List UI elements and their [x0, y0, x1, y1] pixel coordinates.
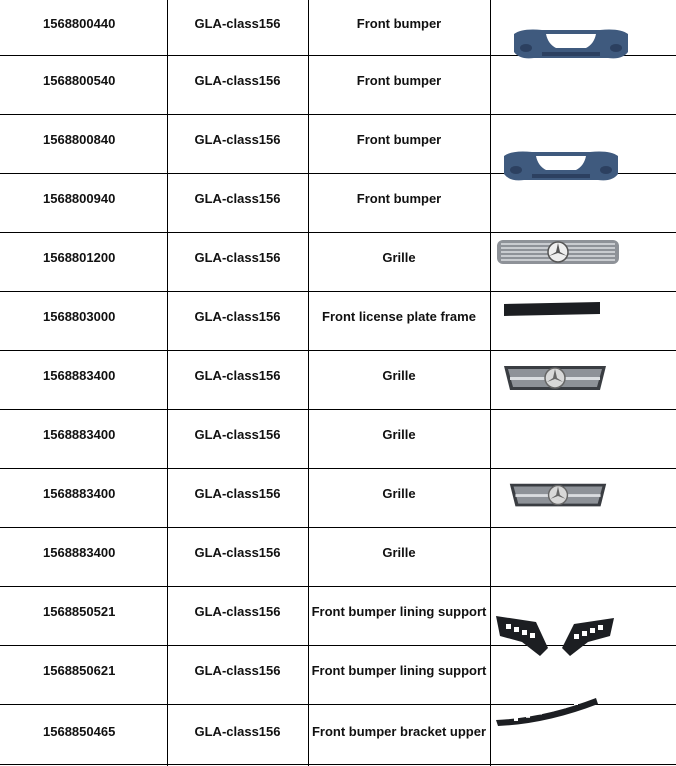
- model-cell: GLA-class156: [194, 368, 281, 383]
- part-name-cell: Grille: [382, 486, 416, 501]
- part-name-cell: Front bumper: [356, 73, 442, 88]
- part-number-cell: 1568883400: [43, 427, 116, 442]
- part-name-cell: Front bumper lining support: [311, 663, 487, 678]
- model-cell: GLA-class156: [194, 250, 281, 265]
- part-number-cell: 1568883400: [43, 368, 116, 383]
- part-number-cell: 1568800840: [43, 132, 116, 147]
- model-cell: GLA-class156: [194, 663, 281, 678]
- bumper-b-image: [502, 150, 620, 186]
- grille-star-b-image-icon: [506, 481, 610, 511]
- part-name-cell: Front bumper: [356, 191, 442, 206]
- grille-wide-image-icon: [497, 240, 619, 264]
- bumper-a-image-icon: [512, 28, 630, 64]
- part-number-cell: 1568800940: [43, 191, 116, 206]
- part-number-cell: 1568883400: [43, 486, 116, 501]
- model-cell: GLA-class156: [194, 486, 281, 501]
- part-name-cell: Front license plate frame: [322, 309, 476, 324]
- grille-star-a-image: [500, 364, 610, 394]
- part-number-cell: 1568801200: [43, 250, 116, 265]
- part-number-cell: 1568850521: [43, 604, 116, 619]
- part-name-cell: Grille: [382, 427, 416, 442]
- part-name-cell: Front bumper: [356, 132, 442, 147]
- part-number-cell: 1568800540: [43, 73, 116, 88]
- plate-frame-image: [504, 302, 600, 316]
- part-number-cell: 1568803000: [43, 309, 116, 324]
- model-cell: GLA-class156: [194, 427, 281, 442]
- model-cell: GLA-class156: [194, 73, 281, 88]
- part-number-cell: 1568850621: [43, 663, 116, 678]
- bumper-b-image-icon: [502, 150, 620, 186]
- row-divider: [0, 764, 676, 765]
- model-cell: GLA-class156: [194, 191, 281, 206]
- part-name-cell: Grille: [382, 368, 416, 383]
- bumper-a-image: [512, 28, 630, 64]
- part-number-cell: 1568850465: [43, 723, 116, 739]
- model-cell: GLA-class156: [194, 16, 281, 31]
- part-name-cell: Front bumper lining support: [311, 604, 487, 619]
- part-name-cell: Front bumper bracket upper: [311, 723, 487, 739]
- part-number-cell: 1568883400: [43, 545, 116, 560]
- lining-supports-image-icon: [492, 612, 618, 662]
- bracket-upper-image: [494, 696, 598, 726]
- part-name-cell: Grille: [382, 545, 416, 560]
- model-cell: GLA-class156: [194, 545, 281, 560]
- model-cell: GLA-class156: [194, 723, 281, 739]
- model-cell: GLA-class156: [194, 604, 281, 619]
- grille-star-b-image: [506, 481, 610, 511]
- model-cell: GLA-class156: [194, 309, 281, 324]
- plate-frame-image-icon: [504, 302, 600, 316]
- grille-star-a-image-icon: [500, 364, 610, 394]
- part-name-cell: Front bumper: [356, 16, 442, 31]
- bracket-upper-image-icon: [494, 696, 598, 726]
- part-name-cell: Grille: [382, 250, 416, 265]
- lining-supports-image: [492, 612, 618, 662]
- part-number-cell: 1568800440: [43, 16, 116, 31]
- model-cell: GLA-class156: [194, 132, 281, 147]
- grille-wide-image: [497, 240, 619, 264]
